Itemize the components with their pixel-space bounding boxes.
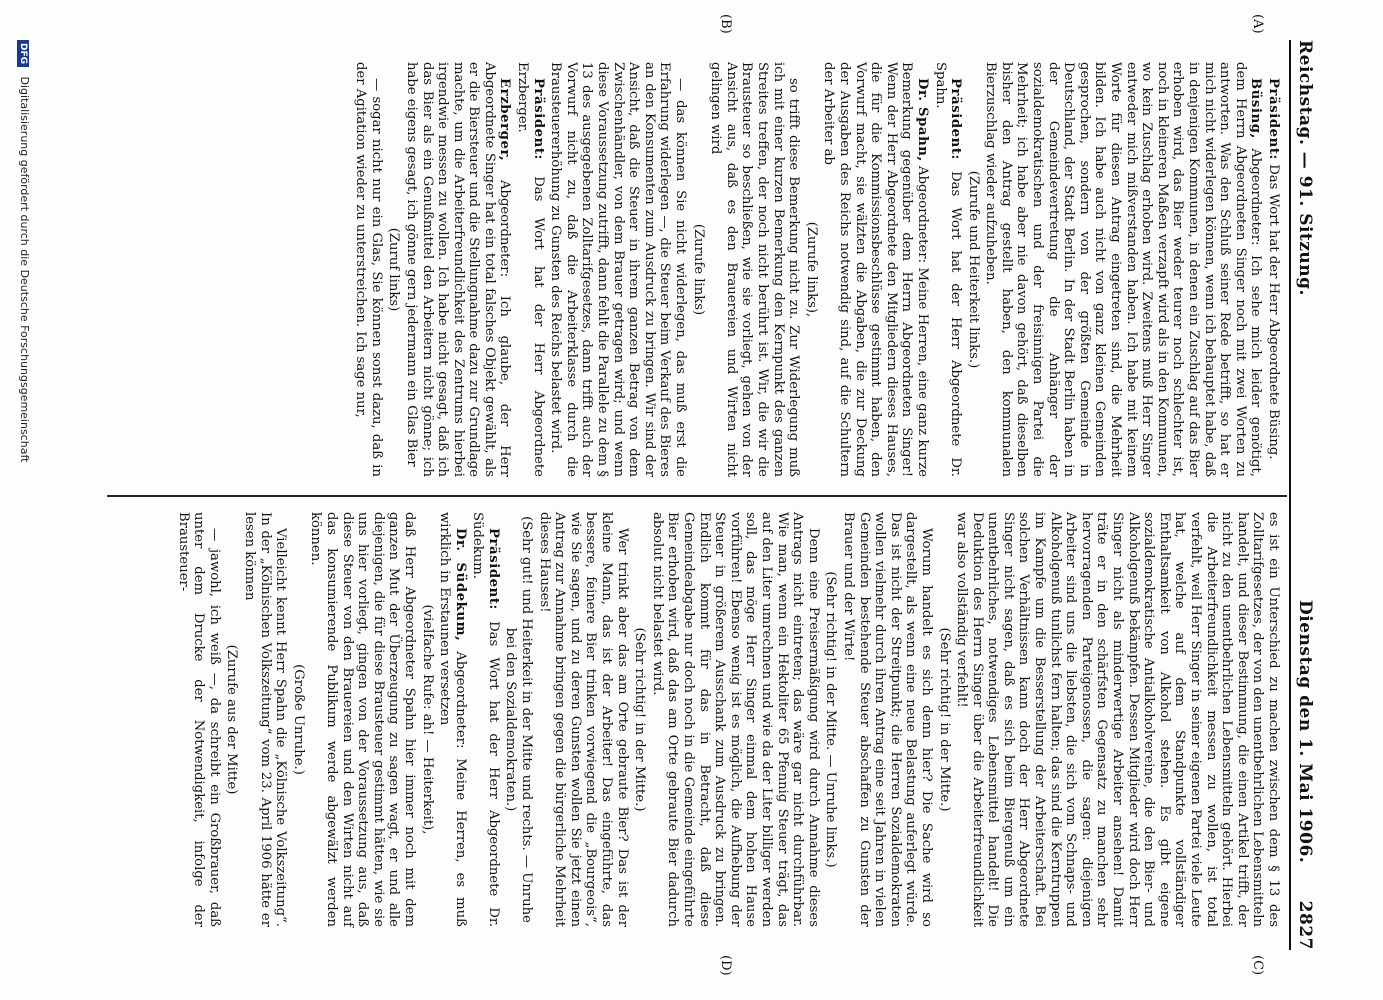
dfg-logo: DFG [17,40,29,67]
speech-text: Abgeordneter: Meine Herren, eine ganz kurze Bemerkung gegenüber dem Herrn Abgeordneten Singer! Wenn der Herr Abgeordnete den Mitgliedern dieses Hauses, die für die Kommissionsbeschlüsse gestimmt haben, den Vorwurf macht, sie wälzten die Abgaben, die zur Deckung der Ausgaben des Reichs notwendig sind, auf die Schultern der Arbeiter ab [821,62,930,477]
speech-paragraph [821,62,930,477]
interjection: (Große Unruhe.) [290,664,306,775]
speech-paragraph [403,62,512,477]
speech-text: Abgeordneter: Ich sehe mich leider genötigt, dem Herrn Abgeordneten Singer noch mit zwei Worten zu antworten. Was den Schluß seiner Rede betrifft, so hat er mich nicht widerlegen können, wenn ich behauptet habe, daß in denjenigen Kommunen, in denen ein Zuschlag auf das Bier erhoben wird, das Bier weder teurer noch schlechter ist, noch in kleineren Maßen verzapft wird als in den Kommunen, wo kein Zuschlag erhoben wird. Zweitens muß Herr Singer entweder mich mißverstanden haben. Ich habe mit keinem Worte für diesen Antrag eingetreten sind, die Mehrheit bilden. Ich habe auch nicht von ganz kleinen Gemeinden gesprochen, sondern von der größten Gemeinde in Deutschland, der Stadt Berlin. In der Stadt Berlin haben in der Gemeindevertretung die Anhänger der sozialdemokratischen und der freisinnigen Partei die Mehrheit; ich habe aber nie davon gehört, daß dieselben bisher den Antrag gestellt haben, den kommunalen Bierzuschlag wieder aufzuheben. [983,62,1264,477]
text-paragraph: — jawohl, ich weiß —, da schreibt ein Großbrauer, daß unter dem Drucke der Notwendigkeit, infolge der Brausteuer- [175,512,222,927]
footer [17,40,31,462]
interjection: (Zuruf links) [386,227,402,312]
text-paragraph: daß Herr Abgeordneter Spahn hier immer noch mit dem ganzen Mut der Überzeugung zu sagen wagt, er und alle diejenigen, die für diese Brausteuer gestimmt hätten, wie sie uns hier vorliegt, gingen von der Voraussetzung aus, daß diese Steuer von den Brauereien und den Wirten nicht auf das konsumierende Publikum werde abgewälzt werden können. [308,512,417,927]
interjection: (Zurufe links) [690,223,706,316]
speech-text: Das Wort hat der Herr Abgeordnete Büsing. [1266,160,1281,460]
running-header [1289,40,1317,950]
speaker-name: Dr. Südekum, [452,528,468,642]
speech-text: Abgeordneter: Ich glaube, der Herr Abgeordnete Singer hat ein total falsches Objekt gewählt, als er die Biersteuer und die Stellungnahme dazu zur Grundlage machte, um die Arbeiterfreundlichkeit des Zentrums hierbei irgendwie messen zu wollen. Ich habe nicht gesagt, daß ich das Bier als ein Genußmittel den Arbeitern nicht gönne; ich habe eigens gesagt, ich gönne gern jedermann ein Glas Bier [403,62,513,477]
interjection: (Sehr richtig! in der Mitte.) [632,627,648,812]
speech-paragraph [437,512,468,927]
speech-paragraph [983,62,1264,477]
speaker-name: Präsident: [948,78,964,161]
header-date: Dienstag den 1. Mai 1906. [1295,600,1315,864]
speech-paragraph [515,62,546,477]
speaker-name: Dr. Spahn, [914,78,930,162]
text-paragraph: Denn eine Preisermäßigung wird durch Annahme dieses Antrags nicht eintreten; das wäre gar nicht durchführbar. Wie man, wenn ein Hektoliter 65 Pfennig Steuer trägt, das auf den Liter umrechnen und wie da der Liter billiger werden soll, das möge Herr Singer einmal dem hohen Hause vorführen! Ebenso wenig ist es möglich, die Aufhebung der Steuer in größerem Ausschank zum Ausdruck zu bringen. Endlich kommt für das in Betracht, daß diese Gemeindeabgabe nur doch noch in die Gemeinde eingeführte Bier erhoben wird, daß das am Orte gebraute Bier dadurch absolut nicht belastet wird. [649,512,821,927]
speech-paragraph [470,512,501,927]
margin-mark-b: (B) [718,14,733,34]
speech-text: Das Wort hat der Herr Abgeordnete Dr. Spahn. [932,62,964,477]
interjection: (vielfache Rufe: ah! — Heiterkeit), [419,604,435,835]
interjection: (Zurufe aus der Mitte) [224,644,240,795]
column-divider [107,495,1287,497]
interjection: (Sehr gut! und Heiterkeit in der Mitte und rechts. — Unruhe bei den Sozialdemokraten.) [503,516,535,923]
speaker-name: Büsing, [1248,78,1264,139]
interjection: (Zurufe und Heiterkeit links.) [965,170,981,369]
margin-mark-a: (A) [1250,14,1265,34]
speech-paragraph [932,62,963,477]
page-number: 2827 [1295,900,1315,950]
speaker-name: Präsident: [1266,78,1281,161]
interjection: (Sehr richtig! in der Mitte. — Unruhe links.) [823,571,839,868]
interjection: (Zurufe links), [803,221,819,318]
speech-text: Das Wort hat der Herr Abgeordnete Erzberger. [515,62,546,477]
header-title: Reichstag. — 91. Sitzung. [1295,40,1315,296]
text-paragraph: — sogar nicht nur ein Glas, Sie können sonst dazu, daß in der Agitation wieder zu unterstreichen. Ich sage nur, [353,62,384,477]
speaker-name: Präsident: [530,78,546,161]
right-column [173,512,1281,927]
footer-credit: Digitalisierung gefördert durch die Deutsche Forschungsgemeinschaft [18,76,31,463]
margin-mark-c: (C) [1250,955,1265,976]
text-paragraph: — das können Sie nicht widerlegen, das muß erst die Erfahrung widerlegen —, die Steuer beim Verkauf des Bieres an den Konsumenten zum Ausdruck zu bringen. Wir sind der Ansicht, daß die Steuer in ihrem ganzen Betrag von dem Zwischenhändler, von dem Brauer getragen wird; und wenn diese Voraussetzung zutrifft, dann fehlt die Parallele zu dem § 13 des ausgegebenen Zolltarifgesetzes, dann trifft auch der Vorwurf nicht zu, daß die Arbeiterklasse durch die Brausteuererhöhung zu Gunsten des Reichs belastet wird. [548,62,689,477]
speaker-name: Präsident: [485,528,501,611]
speaker-name: Erzberger, [497,78,513,162]
text-paragraph: so trifft diese Bemerkung nicht zu. Zur Widerlegung muß ich mit einer kurzen Bemerkung den Kernpunkt des ganzen Streites treffen, der noch nicht berührt ist. Wir, die wir die Brausteuer so beschließen, wie sie vorliegt, gehen von der Ansicht aus, daß es den Brauereien und Wirten nicht gelingen wird [708,62,802,477]
speech-paragraph [1265,62,1281,477]
margin-mark-d: (D) [718,955,733,976]
speech-text: Abgeordneter: Meine Herren, es muß wirklich in Erstaunen versetzen [437,512,468,927]
text-paragraph: es ist ein Unterschied zu machen zwischen dem § 13 des Zolltarifgesetzes, der von den unentbehrlichen Lebensmitteln handelt, und dieser Bestimmung, die einen Artikel trifft, der nicht zu den unentbehrlichen Lebensmitteln gehört. Hierbei die Arbeiterfreundlichkeit messen zu wollen, ist total verfehlt, weil Herr Singer in seiner eigenen Partei viele Leute hat, welche auf dem Standpunkte vollständiger Enthaltsamkeit von Alkohol stehen. Es gibt eigene sozialdemokratische Antialkoholvereine, die den Bier- und Alkoholgenuß bekämpfen. Dessen Mitglieder wird doch Herr Singer nicht als minderwertige Arbeiter ansehen! Damit träte er in den schärfsten Gegensatz zu manchen sehr hervorragenden Parteigenossen, die sagen: diejenigen Arbeiter sind uns die liebsten, die sich vom Schnaps- und Alkoholgenuß tunlichst fern halten; das sind die Kerntruppen im Kampfe um die Besserstellung der Arbeiterschaft. Bei solchen Verhältnissen kann doch der Herr Abgeordnete Singer nicht sagen, daß es sich beim Biergenuß um ein unentbehrliches, notwendiges Lebensmittel handelt! Die Deduktion des Herrn Singer über die Arbeiterfreundlichkeit war also vollständig verfehlt! [954,512,1281,927]
left-column [351,62,1281,477]
text-paragraph: Wer trinkt aber das am Orte gebraute Bier? Das ist der kleine Mann, das ist der Arbeiter! Das eingeführte, das bessere, feinere Bier trinken vorwiegend die „Bourgeois“, wie Sie sagen, und zu deren Gunsten wollen Sie jetzt einen Antrag zur Annahme bringen gegen die bürgerliche Mehrheit dieses Hauses! [536,512,630,927]
interjection: (Sehr richtig! in der Mitte.) [936,627,952,812]
text-paragraph: Worum handelt es sich denn hier? Die Sache wird so dargestellt, als wenn eine neue Belastung auferlegt würde. Das ist nicht der Streitpunkt; die Herren Sozialdemokraten wollen vielmehr durch ihren Antrag eine seit Jahren in vielen Gemeinden bestehende Steuer abschaffen zu Gunsten der Brauer und der Wirte! [840,512,934,927]
speech-text: Das Wort hat der Herr Abgeordnete Dr. Südekum. [470,512,501,927]
text-paragraph: Vielleicht kennt Herr Spahn die „Kölnische Volkszeitung“. In der „Kölnischen Volkszeitung“ vom 23. April 1906 hätte er lesen können [242,512,289,927]
